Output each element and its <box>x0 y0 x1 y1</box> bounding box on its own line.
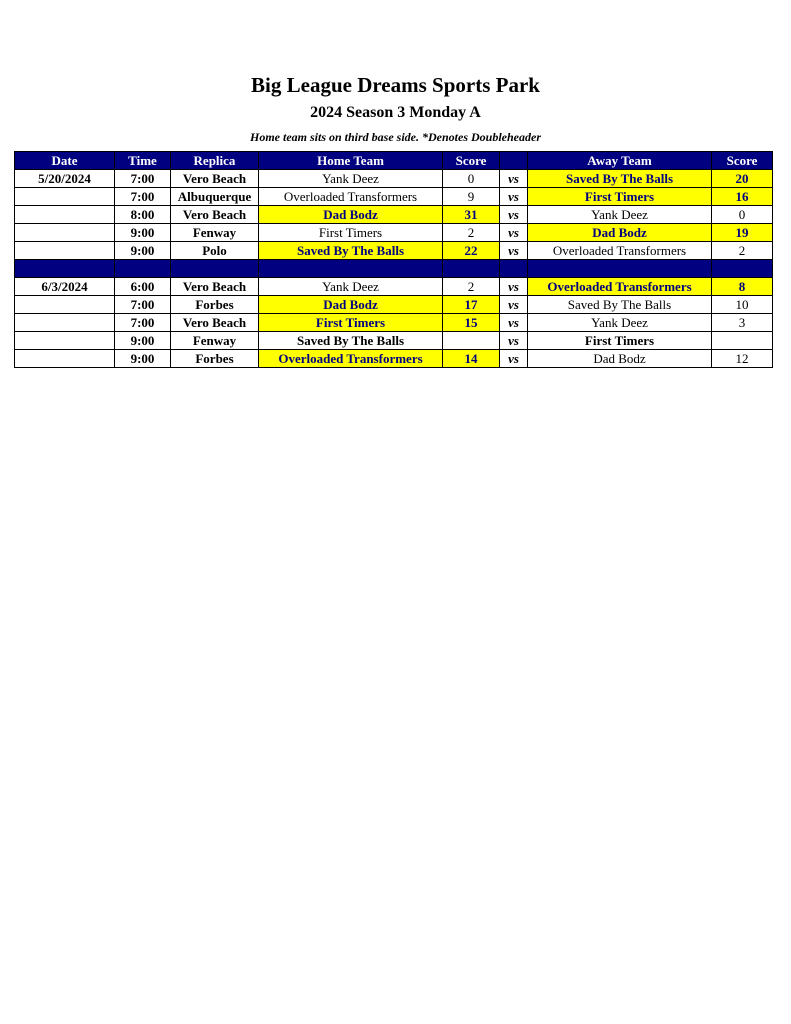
table-row <box>15 242 773 260</box>
replica-cell: Polo <box>171 242 259 260</box>
replica-cell: Forbes <box>171 296 259 314</box>
away-score-cell: 10 <box>712 296 773 314</box>
separator-cell <box>115 260 171 278</box>
home-score-cell: 17 <box>443 296 500 314</box>
time-cell: 6:00 <box>115 278 171 296</box>
table-row <box>15 278 773 296</box>
away-team-cell: First Timers <box>528 188 712 206</box>
vs-cell: vs <box>500 314 528 332</box>
separator-cell <box>500 260 528 278</box>
replica-cell: Vero Beach <box>171 314 259 332</box>
date-cell: 5/20/2024 <box>15 170 115 188</box>
away-team-cell: Saved By The Balls <box>528 296 712 314</box>
away-team-cell: Dad Bodz <box>528 350 712 368</box>
time-cell: 9:00 <box>115 350 171 368</box>
replica-cell: Forbes <box>171 350 259 368</box>
away-team-cell: Yank Deez <box>528 206 712 224</box>
separator-cell <box>712 260 773 278</box>
away-score-cell <box>712 332 773 350</box>
home-team-cell: First Timers <box>259 224 443 242</box>
time-cell: 7:00 <box>115 314 171 332</box>
time-cell: 9:00 <box>115 224 171 242</box>
home-score-cell: 2 <box>443 278 500 296</box>
away-score-cell: 3 <box>712 314 773 332</box>
separator-cell <box>171 260 259 278</box>
vs-cell: vs <box>500 332 528 350</box>
away-score-cell: 20 <box>712 170 773 188</box>
table-row <box>15 224 773 242</box>
schedule-body <box>15 170 773 368</box>
away-team-cell: Dad Bodz <box>528 224 712 242</box>
vs-cell: vs <box>500 188 528 206</box>
separator-cell <box>528 260 712 278</box>
separator-cell <box>443 260 500 278</box>
vs-cell: vs <box>500 278 528 296</box>
table-row <box>15 350 773 368</box>
date-cell <box>15 314 115 332</box>
home-score-cell: 9 <box>443 188 500 206</box>
home-score-cell: 14 <box>443 350 500 368</box>
date-cell <box>15 350 115 368</box>
col-header-away-score: Score <box>712 152 773 170</box>
home-team-cell: Overloaded Transformers <box>259 350 443 368</box>
doubleheader-note: Home team sits on third base side. *Denotes Doubleheader <box>250 130 541 144</box>
home-team-cell: First Timers <box>259 314 443 332</box>
time-cell: 9:00 <box>115 332 171 350</box>
table-row <box>15 314 773 332</box>
away-score-cell: 8 <box>712 278 773 296</box>
col-header-date: Date <box>15 152 115 170</box>
replica-cell: Fenway <box>171 224 259 242</box>
date-cell <box>15 332 115 350</box>
date-cell <box>15 206 115 224</box>
vs-cell: vs <box>500 296 528 314</box>
away-team-cell: First Timers <box>528 332 712 350</box>
home-team-cell: Yank Deez <box>259 170 443 188</box>
away-team-cell: Overloaded Transformers <box>528 242 712 260</box>
away-score-cell: 12 <box>712 350 773 368</box>
col-header-away-team: Away Team <box>528 152 712 170</box>
date-cell: 6/3/2024 <box>15 278 115 296</box>
vs-cell: vs <box>500 206 528 224</box>
replica-cell: Vero Beach <box>171 278 259 296</box>
home-score-cell: 15 <box>443 314 500 332</box>
page-title: Big League Dreams Sports Park <box>251 73 540 97</box>
date-cell <box>15 242 115 260</box>
away-team-cell: Overloaded Transformers <box>528 278 712 296</box>
home-score-cell: 2 <box>443 224 500 242</box>
away-score-cell: 2 <box>712 242 773 260</box>
home-score-cell: 31 <box>443 206 500 224</box>
home-team-cell: Overloaded Transformers <box>259 188 443 206</box>
replica-cell: Vero Beach <box>171 206 259 224</box>
home-team-cell: Dad Bodz <box>259 206 443 224</box>
time-cell: 7:00 <box>115 170 171 188</box>
table-row <box>15 206 773 224</box>
col-header-time: Time <box>115 152 171 170</box>
table-row <box>15 296 773 314</box>
vs-cell: vs <box>500 224 528 242</box>
home-team-cell: Yank Deez <box>259 278 443 296</box>
col-header-vs <box>500 152 528 170</box>
season-subtitle: 2024 Season 3 Monday A <box>310 104 481 121</box>
replica-cell: Fenway <box>171 332 259 350</box>
vs-cell: vs <box>500 350 528 368</box>
date-cell <box>15 296 115 314</box>
replica-cell: Albuquerque <box>171 188 259 206</box>
table-row <box>15 332 773 350</box>
time-cell: 7:00 <box>115 188 171 206</box>
home-score-cell <box>443 332 500 350</box>
table-row <box>15 170 773 188</box>
time-cell: 8:00 <box>115 206 171 224</box>
away-score-cell: 16 <box>712 188 773 206</box>
time-cell: 9:00 <box>115 242 171 260</box>
schedule-table <box>14 151 773 368</box>
date-cell <box>15 224 115 242</box>
col-header-replica: Replica <box>171 152 259 170</box>
header-row <box>15 152 773 170</box>
week-separator-row <box>15 260 773 278</box>
away-score-cell: 19 <box>712 224 773 242</box>
col-header-home-score: Score <box>443 152 500 170</box>
away-team-cell: Saved By The Balls <box>528 170 712 188</box>
vs-cell: vs <box>500 242 528 260</box>
vs-cell: vs <box>500 170 528 188</box>
home-team-cell: Saved By The Balls <box>259 332 443 350</box>
home-score-cell: 0 <box>443 170 500 188</box>
away-team-cell: Yank Deez <box>528 314 712 332</box>
home-team-cell: Saved By The Balls <box>259 242 443 260</box>
date-cell <box>15 188 115 206</box>
time-cell: 7:00 <box>115 296 171 314</box>
replica-cell: Vero Beach <box>171 170 259 188</box>
table-row <box>15 188 773 206</box>
home-team-cell: Dad Bodz <box>259 296 443 314</box>
home-score-cell: 22 <box>443 242 500 260</box>
separator-cell <box>259 260 443 278</box>
away-score-cell: 0 <box>712 206 773 224</box>
separator-cell <box>15 260 115 278</box>
col-header-home-team: Home Team <box>259 152 443 170</box>
